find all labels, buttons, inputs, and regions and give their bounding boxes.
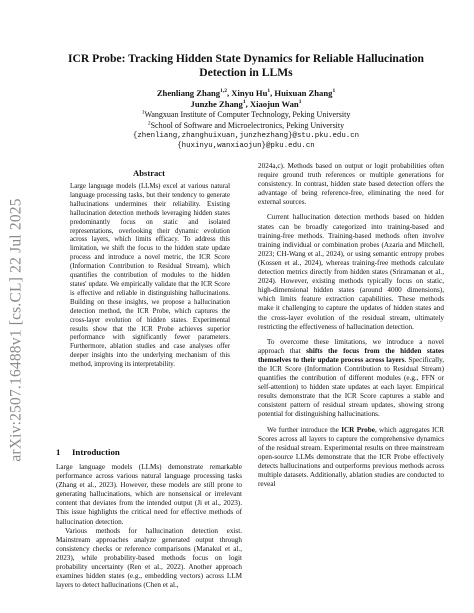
right-paragraph-1: 2024a,c). Methods based on output or logit probabilities often require ground truth references or multiple generations for consistency. In contrast, hidden state based detection offers the advantage of being reference-free, eliminating the need for external sources. bbox=[258, 162, 444, 207]
p4-emphasis: ICR Probe bbox=[341, 425, 375, 434]
email-1: {zhenliang,zhanghuixuan,junzhezhang}@stu.pku.edu.cn bbox=[132, 132, 360, 140]
paper-title bbox=[36, 52, 456, 80]
paper-header bbox=[36, 52, 456, 151]
p4-rest: , which aggregates ICR Scores across all layers to capture the comprehensive dynamics of the residual stream. Experimental results on three mainstream open-source LLMs demonstrate that the ICR Probe effectively detects hallucinations and outperforms previous methods across multiple datasets. Additionally, ablation studies are conducted to reveal bbox=[258, 425, 444, 489]
right-column bbox=[258, 162, 444, 489]
abstract-heading: Abstract bbox=[133, 168, 165, 178]
right-paragraph-3 bbox=[258, 338, 444, 420]
right-paragraph-4 bbox=[258, 426, 444, 490]
affiliation-1: $^1$Wangxuan Institute of Computer Technology, Peking University bbox=[141, 109, 351, 119]
authors-line-2: Junzhe Zhang$^1$, Xiaojun Wan$^1$ bbox=[190, 99, 302, 109]
right-paragraph-2: Current hallucination detection methods based on hidden states can be broadly categorized into training-based and training-free methods. Training-based methods often involve training individual or combination probes (Azaria and Mitchell, 2023; CH-Wang et al., 2024), or using semantic entropy probes (Kossen et al., 2024), whereas training-free methods calculate detection metrics directly from hidden states (Sriramanan et al., 2024). However, existing methods typically focus on static, high-dimensional hidden states (around 4000 dimensions), which limits feature extraction capabilities. These methods make it challenging to capture the updates of hidden states and the cross-layer evolution of the residual stream, ultimately restricting the effectiveness of hallucination detection. bbox=[258, 213, 444, 331]
abstract-text: Large language models (LLMs) excel at various natural language processing tasks, but their tendency to generate hallucinations undermines their reliability. Existing hallucination detection methods leveraging hidden states predominantly focus on static and isolated representations, overlooking their dynamic evolution across layers, which limits efficacy. To address this limitation, we shift the focus to the hidden state update process and introduce a novel metric, the ICR Score (Information Contribution to Residual Stream), which quantifies the contribution of modules to the hidden states' update. We empirically validate that the ICR Score is effective and reliable in distinguishing hallucinations. Building on these insights, we propose a hallucination detection method, the ICR Probe, which captures the cross-layer evolution of hidden states. Experimental results show that the ICR Probe achieves superior performance with significantly fewer parameters. Furthermore, ablation studies and case analyses offer deeper insights into the underlying mechanism of this method, improving its interpretability. bbox=[70, 183, 230, 369]
author-list bbox=[36, 88, 456, 110]
email-2: {huxinyu,wanxiaojun}@pku.edu.cn bbox=[177, 142, 315, 150]
intro-left-column bbox=[56, 463, 242, 590]
section-title: Introduction bbox=[72, 447, 120, 457]
intro-section-heading bbox=[56, 447, 120, 457]
p3-rest: . Specifically, the ICR Score (Information Contribution to Residual Stream) quantifies the contribution of different modules (e.g., FFN or self-attention) to hidden state updates at each layer. Empirical results demonstrate that the ICR Score captures a stable and consistent pattern of residual stream updates, showing strong potential for distinguishing hallucinations. bbox=[258, 355, 445, 419]
intro-paragraph-2: Various methods for hallucination detection exist. Mainstream approaches analyze generated output through consistency checks or reference comparisons (Manakul et al., 2023), while probability-based methods focus on logit probability uncertainty (Ren et al., 2022). Another approach examines hidden states (e.g., embedding vectors) across LLM layers to detect hallucinations (Chen et al., bbox=[56, 526, 242, 590]
p3-emphasis: shifts the focus from the hidden states themselves to their update process across layers bbox=[258, 346, 444, 364]
affiliation-1-text: Wangxuan Institute of Computer Technology, Peking University bbox=[144, 110, 351, 119]
section-number: 1 bbox=[56, 447, 61, 457]
abstract-body bbox=[70, 183, 230, 370]
p3-lead: To overcome these limitations, we introduce a novel approach that bbox=[258, 337, 444, 355]
p4-lead: We further introduce the bbox=[267, 425, 342, 434]
affiliation-2-text: School of Software and Microelectronics, Peking University bbox=[150, 120, 345, 130]
title-line-2: Detection in LLMs bbox=[199, 66, 293, 79]
arxiv-identifier-watermark bbox=[6, 130, 28, 530]
title-line-1: ICR Probe: Tracking Hidden State Dynamics for Reliable Hallucination bbox=[68, 52, 424, 65]
arxiv-id-text: arXiv:2507.16488v1 [cs.CL] 22 Jul 2025 bbox=[8, 198, 26, 462]
authors-line-1: Zhenliang Zhang$^{1,2}$, Xinyu Hu$^1$, Huixuan Zhang$^1$ bbox=[156, 88, 336, 98]
intro-paragraph-1: Large language models (LLMs) demonstrate remarkable performance across various natural language processing tasks (Zhang et al., 2023). However, these models are still prone to generating hallucinations, which are nonsensical or irrelevant content that deviates from the intended output (Ji et al., 2023). This issue highlights the critical need for effective methods of hallucination detection. bbox=[56, 463, 242, 526]
affiliation-2: $^2$School of Software and Microelectronics, Peking University bbox=[147, 119, 345, 130]
